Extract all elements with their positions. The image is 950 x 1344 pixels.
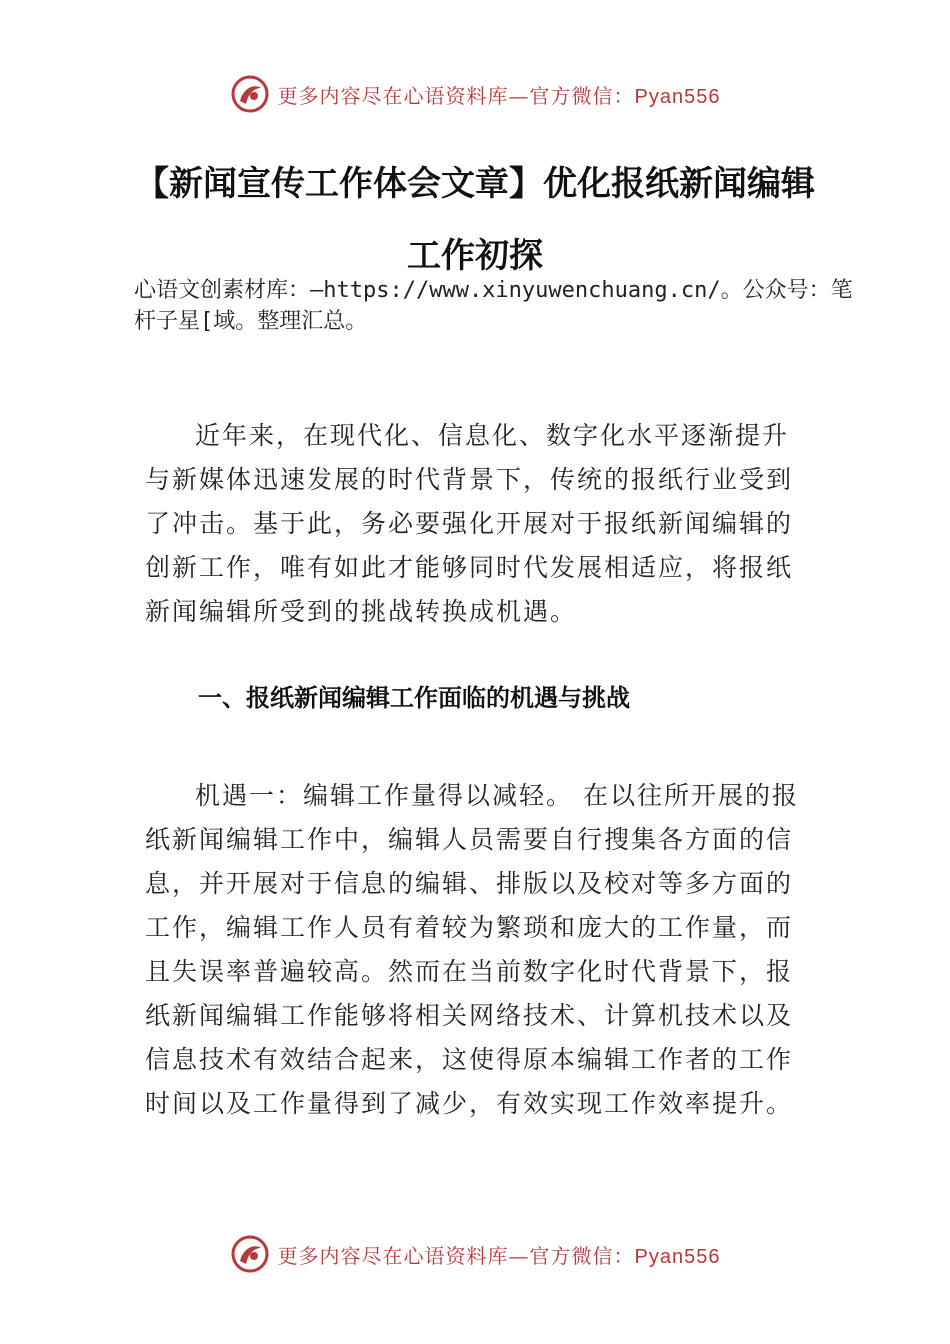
banner-text bbox=[278, 80, 721, 109]
brand-logo-icon bbox=[230, 1234, 270, 1274]
banner-wechat-id: Pyan556 bbox=[634, 85, 721, 108]
banner-text bbox=[278, 1240, 721, 1269]
banner-label: 更多内容尽在心语资料库—官方微信： bbox=[277, 1243, 635, 1268]
source-note: 心语文创素材库：—https://www.xinyuwenchuang.cn/。公众号：笔杆子星[域。整理汇总。 bbox=[134, 278, 853, 334]
banner-label: 更多内容尽在心语资料库—官方微信： bbox=[277, 83, 635, 108]
header-watermark-banner bbox=[0, 72, 950, 116]
body-paragraph: 机遇一：编辑工作量得以减轻。 在以往所开展的报纸新闻编辑工作中，编辑人员需要自行搜集各方面的信息，并开展对于信息的编辑、排版以及校对等多方面的工作，编辑工作人员有着较为繁琐和庞大的工作量，而且失误率普遍较高。然而在当前数字化时代背景下，报纸新闻编辑工作能够将相关网络技术、计算机技术以及信息技术有效结合起来，这使得原本编辑工作者的工作时间以及工作量得到了减少，有效实现工作效率提升。 bbox=[145, 781, 799, 1118]
document-title: 【新闻宣传工作体会文章】优化报纸新闻编辑工作初探 bbox=[135, 164, 815, 276]
footer-watermark-banner bbox=[0, 1232, 950, 1276]
banner-wechat-id: Pyan556 bbox=[634, 1245, 721, 1268]
section-heading: 一、报纸新闻编辑工作面临的机遇与挑战 bbox=[198, 684, 630, 712]
intro-paragraph: 近年来，在现代化、信息化、数字化水平逐渐提升与新媒体迅速发展的时代背景下，传统的报纸行业受到了冲击。基于此，务必要强化开展对于报纸新闻编辑的创新工作，唯有如此才能够同时代发展相适应，将报纸新闻编辑所受到的挑战转换成机遇。 bbox=[145, 421, 794, 626]
brand-logo-icon bbox=[230, 74, 270, 114]
